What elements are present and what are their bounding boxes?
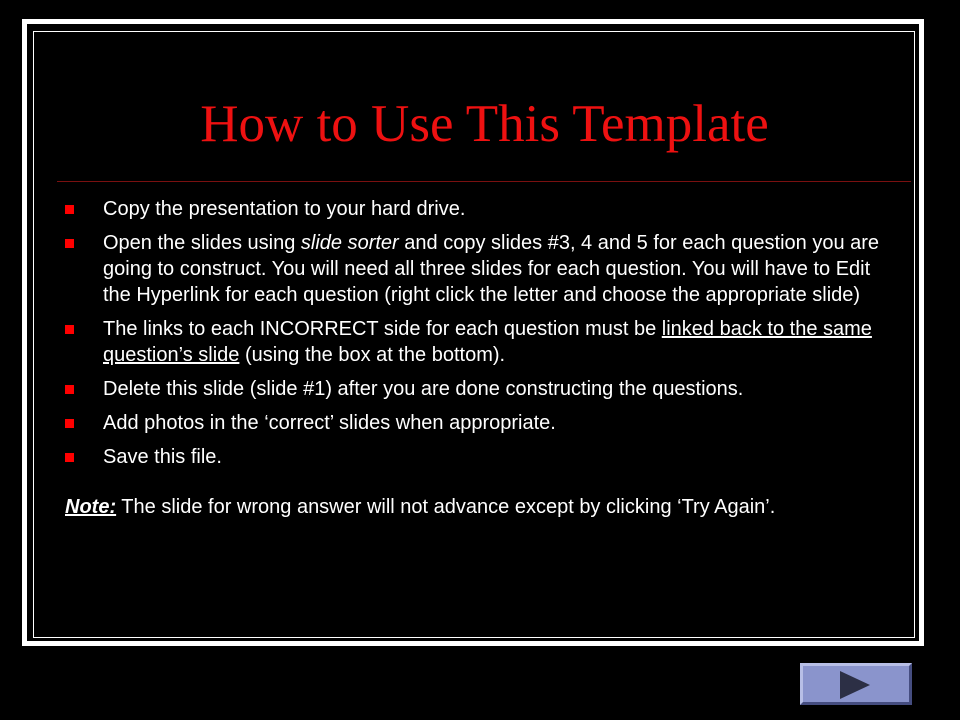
note-text: The slide for wrong answer will not advance except by clicking ‘Try Again’. (116, 496, 776, 518)
bullet-item-copy (65, 196, 897, 222)
bullet-item-delete (65, 376, 897, 402)
square-bullet-icon (65, 385, 74, 394)
bullet-text: Save this file. (103, 446, 222, 468)
bullet-item-open-slides (65, 230, 897, 308)
bullet-text-emphasis: slide sorter (300, 232, 399, 254)
square-bullet-icon (65, 239, 74, 248)
play-arrow-icon (840, 671, 870, 699)
bullet-text-pre: The links to each INCORRECT side for each question must be (103, 318, 662, 340)
bullet-item-links (65, 316, 897, 368)
square-bullet-icon (65, 419, 74, 428)
note-paragraph (65, 494, 897, 520)
square-bullet-icon (65, 453, 74, 462)
bullet-text: Copy the presentation to your hard drive. (103, 198, 466, 220)
bullet-list (65, 196, 897, 470)
linked-back-hyperlink[interactable]: linked back to the same question’s slide (103, 318, 872, 366)
square-bullet-icon (65, 325, 74, 334)
bullet-text-pre: Open the slides using (103, 232, 301, 254)
bullet-item-photos (65, 410, 897, 436)
slide-title: How to Use This Template (200, 95, 769, 153)
bullet-text: Add photos in the ‘correct’ slides when appropriate. (103, 412, 556, 434)
slide-body (65, 196, 897, 520)
bullet-text-post: and copy slides #3, 4 and 5 for each question you are going to construct. You will need all three slides for each question. You will have to Edit the Hyperlink for each question (right click the letter and choose the appropriate slide) (103, 232, 880, 306)
square-bullet-icon (65, 205, 74, 214)
bullet-text: Delete this slide (slide #1) after you are done constructing the questions. (103, 378, 744, 400)
next-slide-button[interactable] (800, 663, 912, 705)
bullet-text-post: (using the box at the bottom). (239, 344, 506, 366)
title-divider (57, 181, 911, 182)
bullet-item-save (65, 444, 897, 470)
note-label: Note: (65, 496, 117, 518)
